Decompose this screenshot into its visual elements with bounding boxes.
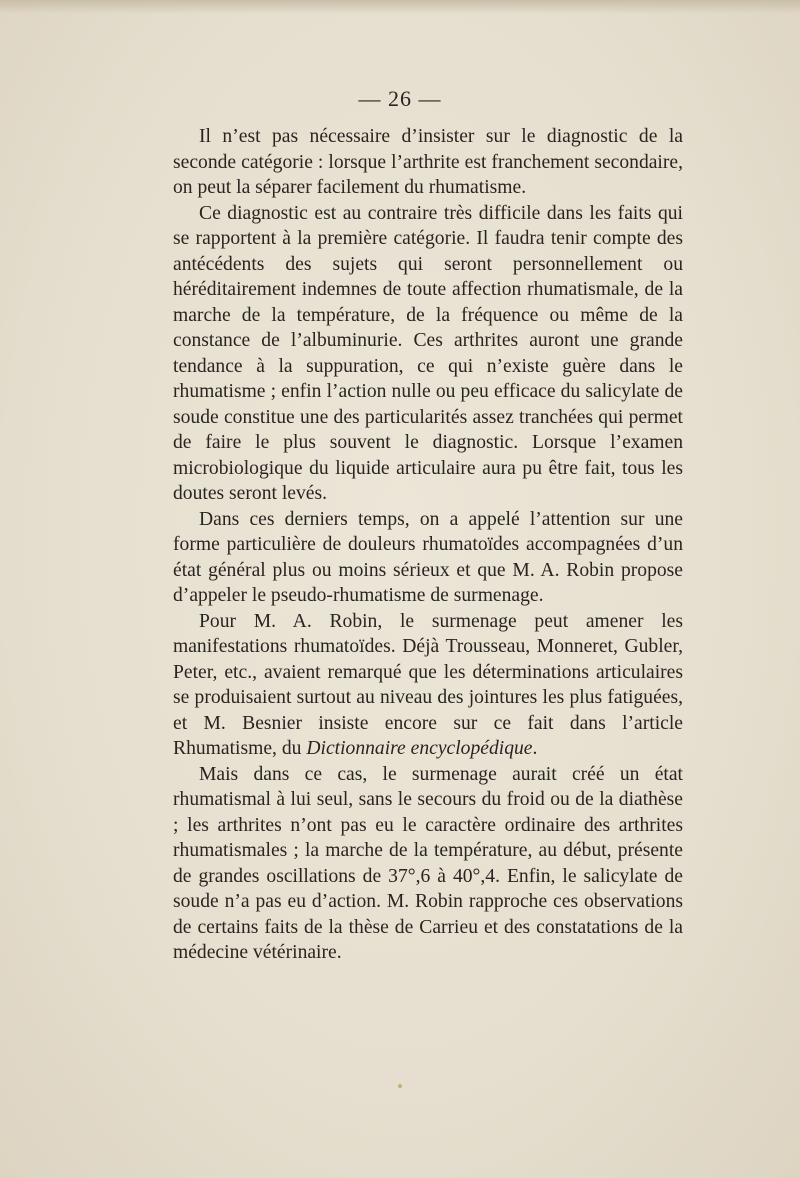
paragraph-1: Il n’est pas nécessaire d’insister sur le diagnostic de la seconde catégorie : lorsque l’arthrite est franchement secondaire, on peut la séparer facilement du rhumatisme. [173,126,683,198]
paragraph-2: Ce diagnostic est au contraire très difficile dans les faits qui se rapportent à la première catégorie. Il faudra tenir compte des antécédents des sujets qui seront personnellement ou héréditairement indemnes de toute affection rhumatismale, de la marche de la température, de la fréquence ou même de la constance de l’albuminurie. Ces arthrites auront une grande tendance à la suppuration, ce qui n’existe guère dans le rhumatisme ; enfin l’action nulle ou peu efficace du salicylate de soude constitue une des particularités assez tranchées qui permet de faire le plus souvent le diagnostic. Lorsque l’examen microbiologique du liquide articulaire aura pu être fait, tous les doutes seront levés. [173,202,683,504]
paragraph-3: Dans ces derniers temps, on a appelé l’attention sur une forme particulière de douleurs rhumatoïdes accompagnées d’un état général plus ou moins sérieux et que M. A. Robin propose d’appeler le pseudo-rhumatisme de surmenage. [173,508,683,606]
paragraph-5: Mais dans ce cas, le surmenage aurait créé un état rhumatismal à lui seul, sans le secours du froid ou de la diathèse ; les arthrites n’ont pas eu le caractère ordinaire des arthrites rhumatismales ; la marche de la température, au début, présente de grandes oscillations de 37°,6 à 40°,4. Enfin, le salicylate de soude n’a pas eu d’action. M. Robin rapproche ces observations de certains faits de la thèse de Carrieu et des constatations de la médecine vétérinaire. [173,763,683,963]
page-number: — 26 — [358,86,442,111]
body-text [173,124,683,966]
paragraph-4 [173,609,683,762]
page-top-edge [0,0,800,14]
paragraph-4-end: . [532,738,538,759]
paragraph-4-text: Pour M. A. Robin, le surmenage peut amener les manifestations rhumatoïdes. Déjà Trousseau, Monneret, Gubler, Peter, etc., avaient remarqué que les déterminations articulaires se produisaient surtout au niveau des jointures les plus fatiguées, et M. Besnier insiste encore sur ce fait dans l’article Rhumatisme, du [173,610,683,759]
paragraph-4-italic-title: Dictionnaire encyclopédique [306,738,533,759]
paper-speck [398,1084,402,1088]
